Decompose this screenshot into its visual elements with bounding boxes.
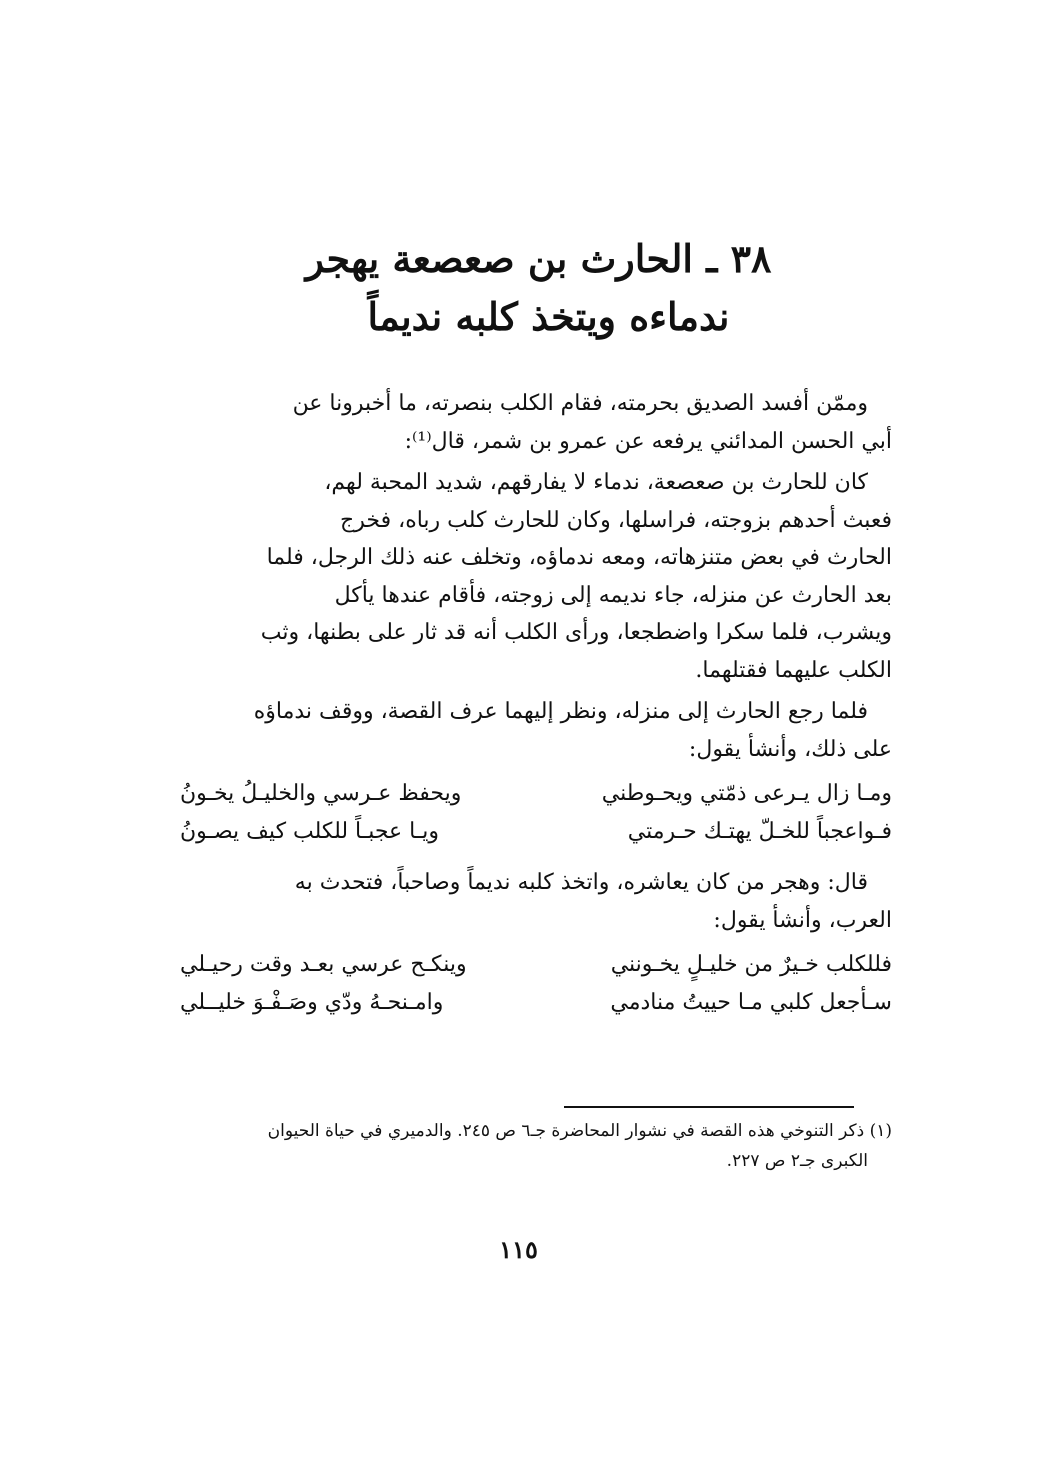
paragraph-line: وممّن أفسد الصديق بحرمته، فقام الكلب بنصرته، ما أخبرونا عن	[292, 391, 868, 416]
verse-first-hemistich: سـأجعل كلبي مـا حييتُ منادمي	[610, 990, 892, 1015]
poem-verse	[180, 947, 892, 983]
poem-verse	[180, 985, 892, 1021]
poem-verses-2	[180, 947, 892, 1021]
paragraph-1	[180, 385, 892, 460]
body-text	[180, 385, 892, 1035]
verse-first-hemistich: فللكلب خـيرٌ من خليـلٍ يخـونني	[610, 952, 892, 977]
paragraph-line: الحارث في بعض متنزهاته، ومعه ندماؤه، وتخلف عنه ذلك الرجل، فلما	[266, 545, 892, 570]
paragraph-4	[180, 864, 892, 939]
paragraph-line: قال: وهجر من كان يعاشره، واتخذ كلبه نديماً وصاحباً، فتحدث به	[294, 870, 868, 895]
paragraph-line: كان للحارث بن صعصعة، ندماء لا يفارقهم، شديد المحبة لهم،	[324, 470, 868, 495]
poem-verse	[180, 814, 892, 850]
verse-second-hemistich: ويحفظ عـرسي والخليـلُ يخـونُ	[180, 781, 462, 806]
poem-verses-1	[180, 776, 892, 850]
paragraph-line: فلما رجع الحارث إلى منزله، ونظر إليهما عرف القصة، ووقف ندماؤه	[253, 699, 868, 724]
footnote-separator	[564, 1106, 854, 1108]
paragraph-line: على ذلك، وأنشأ يقول:	[688, 736, 892, 762]
verse-second-hemistich: ويـا عجبـاً للكلب كيف يصـونُ	[180, 819, 440, 844]
verse-first-hemistich: فـواعجباً للخـلّ يهتـك حـرمتي	[627, 819, 892, 844]
chapter-title-line-2: ندماءه ويتخذ كلبه نديماً	[367, 294, 730, 339]
paragraph-line: الكلب عليهما فقتلهما.	[695, 657, 892, 683]
verse-first-hemistich: ومـا زال يـرعى ذمّتي ويحـوطني	[601, 781, 892, 806]
paragraph-3	[180, 693, 892, 768]
verse-second-hemistich: وامـنحـهُ ودّي وصَـفْـوَ خليــلي	[180, 990, 444, 1015]
paragraph-line: فعبث أحدهم بزوجته، فراسلها، وكان للحارث كلب رباه، فخرج	[340, 507, 892, 533]
paragraph-2	[180, 464, 892, 689]
footnote-line: الكبرى جـ٢ ص ٢٢٧.	[726, 1151, 868, 1171]
poem-verse	[180, 776, 892, 812]
paragraph-line: ويشرب، فلما سكرا واضطجعا، ورأى الكلب أنه قد ثار على بطنها، وثب	[260, 620, 892, 645]
paragraph-line: أبي الحسن المدائني يرفعه عن عمرو بن شمر، قال⁽¹⁾:	[404, 428, 892, 454]
verse-second-hemistich: وينكـح عرسي بعـد وقت رحيـلي	[180, 952, 467, 977]
chapter-title-line-1: ٣٨ ـ الحارث بن صعصعة يهجر	[305, 236, 772, 281]
page-number: ١١٥	[499, 1235, 538, 1264]
chapter-title	[0, 230, 1037, 346]
paragraph-line: بعد الحارث عن منزله، جاء نديمه إلى زوجته، فأقام عندها يأكل	[334, 582, 892, 608]
footnote	[180, 1116, 892, 1176]
paragraph-line: العرب، وأنشأ يقول:	[713, 907, 892, 933]
footnote-line: (١) ذكر التنوخي هذه القصة في نشوار المحاضرة جـ٦ ص ٢٤٥. والدميري في حياة الحيوان	[267, 1121, 892, 1141]
